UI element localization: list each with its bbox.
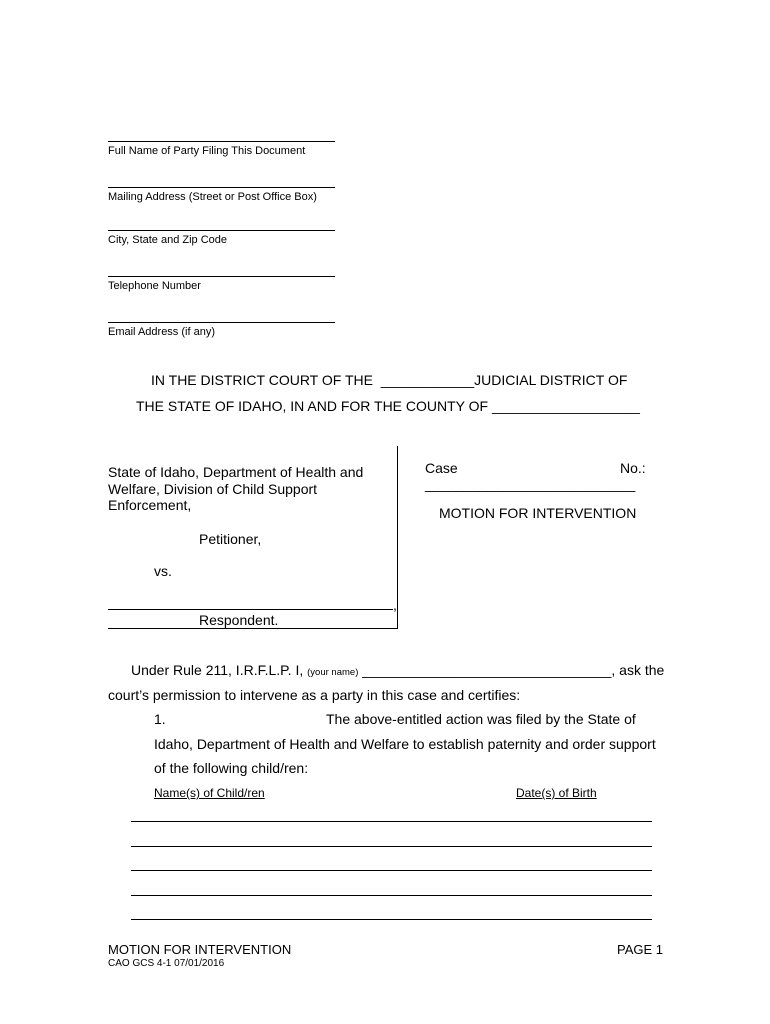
- court-heading-line1: [151, 372, 627, 388]
- telephone-label: Telephone Number: [108, 280, 201, 292]
- item-1-line3: of the following child/ren:: [154, 760, 309, 776]
- respondent-label: Respondent.: [199, 612, 279, 628]
- county-blank[interactable]: ___________________: [492, 398, 640, 414]
- city-state-zip-label: City, State and Zip Code: [108, 234, 228, 246]
- item-1-line1: The above-entitled action was filed by the State of: [326, 711, 636, 727]
- respondent-comma: ,: [393, 597, 397, 613]
- child-row-line[interactable]: [131, 919, 652, 920]
- petitioner-label: Petitioner,: [199, 531, 262, 547]
- paragraph-1-line1: [131, 662, 664, 678]
- full-name-label: Full Name of Party Filing This Document: [108, 145, 306, 157]
- petitioner-name-line3: Enforcement,: [108, 497, 192, 513]
- mailing-address-label: Mailing Address (Street or Post Office Box): [108, 191, 317, 203]
- footer-form-code: CAO GCS 4-1 07/01/2016: [108, 958, 225, 969]
- your-name-blank[interactable]: ________________________________: [362, 662, 612, 678]
- caption-bottom-line: [108, 628, 398, 629]
- court-heading-line2: [136, 398, 640, 414]
- item-1-number: 1.: [154, 711, 166, 727]
- footer-title: MOTION FOR INTERVENTION: [108, 942, 292, 957]
- judicial-district-blank[interactable]: ____________: [380, 372, 475, 388]
- child-row-line[interactable]: [131, 870, 652, 871]
- case-no-label: No.:: [620, 460, 646, 476]
- petitioner-name-line2: Welfare, Division of Child Support: [108, 481, 318, 497]
- child-row-line[interactable]: [131, 846, 652, 847]
- ask-the-text: , ask the: [611, 662, 665, 678]
- your-name-hint: (your name): [307, 667, 359, 678]
- city-state-zip-line[interactable]: [108, 230, 335, 231]
- dob-column-header: Date(s) of Birth: [516, 786, 597, 800]
- case-number-blank[interactable]: ___________________________: [425, 476, 636, 492]
- child-row-line[interactable]: [131, 821, 652, 822]
- email-line[interactable]: [108, 322, 335, 323]
- mailing-address-line[interactable]: [108, 187, 335, 188]
- caption-divider: [397, 446, 398, 629]
- vs-label: vs.: [154, 563, 172, 579]
- respondent-name-line[interactable]: [108, 609, 393, 610]
- item-1-line2: Idaho, Department of Health and Welfare to establish paternity and order support: [154, 736, 656, 752]
- case-label: Case: [425, 460, 458, 476]
- paragraph-1-line2: court’s permission to intervene as a party in this case and certifies:: [108, 687, 521, 703]
- child-row-line[interactable]: [131, 895, 652, 896]
- document-title: MOTION FOR INTERVENTION: [439, 505, 637, 521]
- rule-text: Under Rule 211, I.R.F.L.P. I,: [131, 662, 304, 678]
- full-name-line[interactable]: [108, 141, 335, 142]
- email-label: Email Address (if any): [108, 326, 215, 338]
- court-prefix: IN THE DISTRICT COURT OF THE: [151, 372, 373, 388]
- county-prefix: THE STATE OF IDAHO, IN AND FOR THE COUNTY OF: [136, 398, 489, 414]
- court-suffix: JUDICIAL DISTRICT OF: [474, 372, 628, 388]
- telephone-line[interactable]: [108, 276, 335, 277]
- footer-page-number: PAGE 1: [617, 942, 664, 957]
- petitioner-name-line1: State of Idaho, Department of Health and: [108, 464, 364, 480]
- children-column-header: Name(s) of Child/ren: [154, 786, 265, 800]
